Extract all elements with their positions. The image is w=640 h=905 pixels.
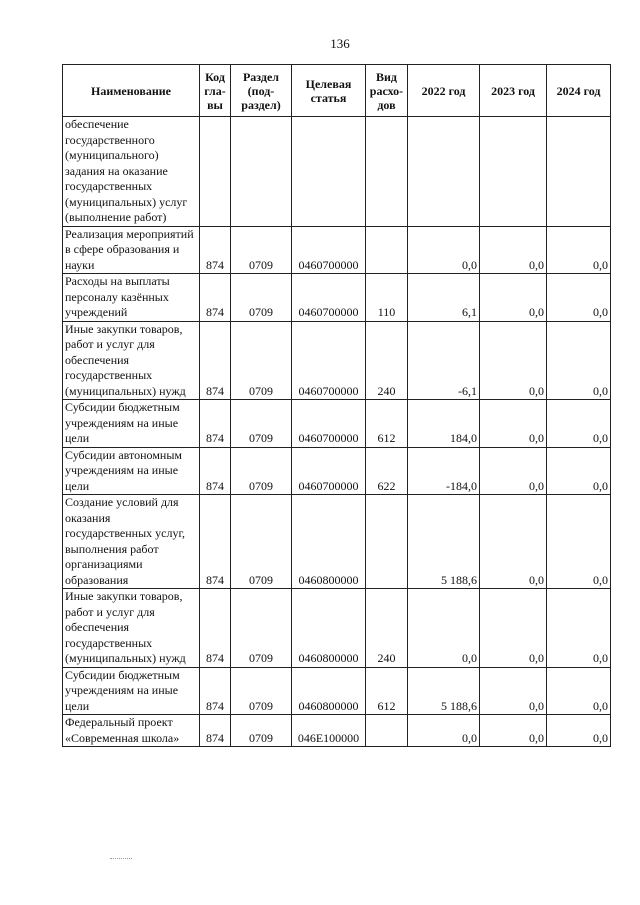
cell-2023: 0,0 [480,715,547,747]
cell-2024: 0,0 [547,447,611,495]
cell-2023: 0,0 [480,226,547,274]
cell-kind [366,495,408,589]
table-row [63,715,611,747]
cell-code: 874 [200,226,231,274]
table-row [63,321,611,400]
table-row [63,495,611,589]
cell-2024: 0,0 [547,274,611,322]
cell-2024: 0,0 [547,400,611,448]
cell-code: 874 [200,400,231,448]
cell-2024 [547,117,611,227]
page-number: 136 [330,36,350,51]
cell-code: 874 [200,667,231,715]
cell-2022: 0,0 [408,715,480,747]
cell-kind [366,117,408,227]
cell-2024: 0,0 [547,589,611,668]
cell-2023: 0,0 [480,321,547,400]
cell-kind: 612 [366,667,408,715]
cell-name: Субсидии автономным учреждениям на иные цели [63,447,200,495]
cell-code: 874 [200,589,231,668]
table-row [63,274,611,322]
cell-2022: -184,0 [408,447,480,495]
cell-target: 0460700000 [292,400,366,448]
cell-target: 0460700000 [292,447,366,495]
cell-2024: 0,0 [547,715,611,747]
cell-name: Федеральный проект «Современная школа» [63,715,200,747]
table-row [63,589,611,668]
cell-name: Расходы на выплаты персоналу казённых учреждений [63,274,200,322]
cell-section: 0709 [231,447,292,495]
cell-name: обеспечение государственного (муниципального) задания на оказание государственных (муниципальных) услуг (выполнение работ) [63,117,200,227]
cell-2024: 0,0 [547,321,611,400]
cell-target: 0460800000 [292,495,366,589]
cell-code: 874 [200,715,231,747]
header-name: Наименование [63,65,200,117]
cell-kind [366,226,408,274]
cell-2024: 0,0 [547,495,611,589]
cell-kind: 622 [366,447,408,495]
cell-2023: 0,0 [480,274,547,322]
cell-name: Создание условий для оказания государственных услуг, выполнения работ организациями образования [63,495,200,589]
cell-name: Реализация мероприятий в сфере образования и науки [63,226,200,274]
header-kind: Вид расхо- дов [366,65,408,117]
cell-code: 874 [200,274,231,322]
cell-section: 0709 [231,589,292,668]
header-code: Код гла- вы [200,65,231,117]
header-2023: 2023 год [480,65,547,117]
cell-2022: 6,1 [408,274,480,322]
cell-kind [366,715,408,747]
cell-2023: 0,0 [480,589,547,668]
cell-2022: -6,1 [408,321,480,400]
cell-section: 0709 [231,226,292,274]
table-row [63,667,611,715]
cell-kind: 110 [366,274,408,322]
cell-2024: 0,0 [547,667,611,715]
cell-2023: 0,0 [480,495,547,589]
cell-target: 0460700000 [292,321,366,400]
cell-section: 0709 [231,321,292,400]
cell-kind: 612 [366,400,408,448]
cell-2022: 0,0 [408,589,480,668]
cell-2023 [480,117,547,227]
cell-section: 0709 [231,667,292,715]
cell-2024: 0,0 [547,226,611,274]
cell-2022 [408,117,480,227]
header-2024: 2024 год [547,65,611,117]
cell-target: 0460800000 [292,589,366,668]
cell-name: Иные закупки товаров, работ и услуг для обеспечения государственных (муниципальных) нужд [63,321,200,400]
cell-code [200,117,231,227]
table-row [63,117,611,227]
cell-target: 0460700000 [292,226,366,274]
cell-section [231,117,292,227]
cell-section: 0709 [231,715,292,747]
cell-2022: 5 188,6 [408,667,480,715]
cell-target: 0460700000 [292,274,366,322]
cell-2023: 0,0 [480,667,547,715]
header-2022: 2022 год [408,65,480,117]
table-row [63,400,611,448]
cell-code: 874 [200,321,231,400]
budget-table [62,64,611,747]
cell-2022: 0,0 [408,226,480,274]
table-row [63,447,611,495]
scan-artifact-mark [110,858,132,859]
cell-section: 0709 [231,274,292,322]
table-row [63,226,611,274]
cell-name: Иные закупки товаров, работ и услуг для обеспечения государственных (муниципальных) нужд [63,589,200,668]
cell-2023: 0,0 [480,447,547,495]
cell-section: 0709 [231,400,292,448]
header-target: Целевая статья [292,65,366,117]
cell-name: Субсидии бюджетным учреждениям на иные цели [63,400,200,448]
cell-kind: 240 [366,589,408,668]
table-header-row [63,65,611,117]
cell-code: 874 [200,495,231,589]
header-section: Раздел (под- раздел) [231,65,292,117]
cell-target: 046E100000 [292,715,366,747]
cell-section: 0709 [231,495,292,589]
cell-kind: 240 [366,321,408,400]
cell-target: 0460800000 [292,667,366,715]
cell-code: 874 [200,447,231,495]
cell-2022: 5 188,6 [408,495,480,589]
cell-2023: 0,0 [480,400,547,448]
cell-target [292,117,366,227]
cell-name: Субсидии бюджетным учреждениям на иные цели [63,667,200,715]
cell-2022: 184,0 [408,400,480,448]
